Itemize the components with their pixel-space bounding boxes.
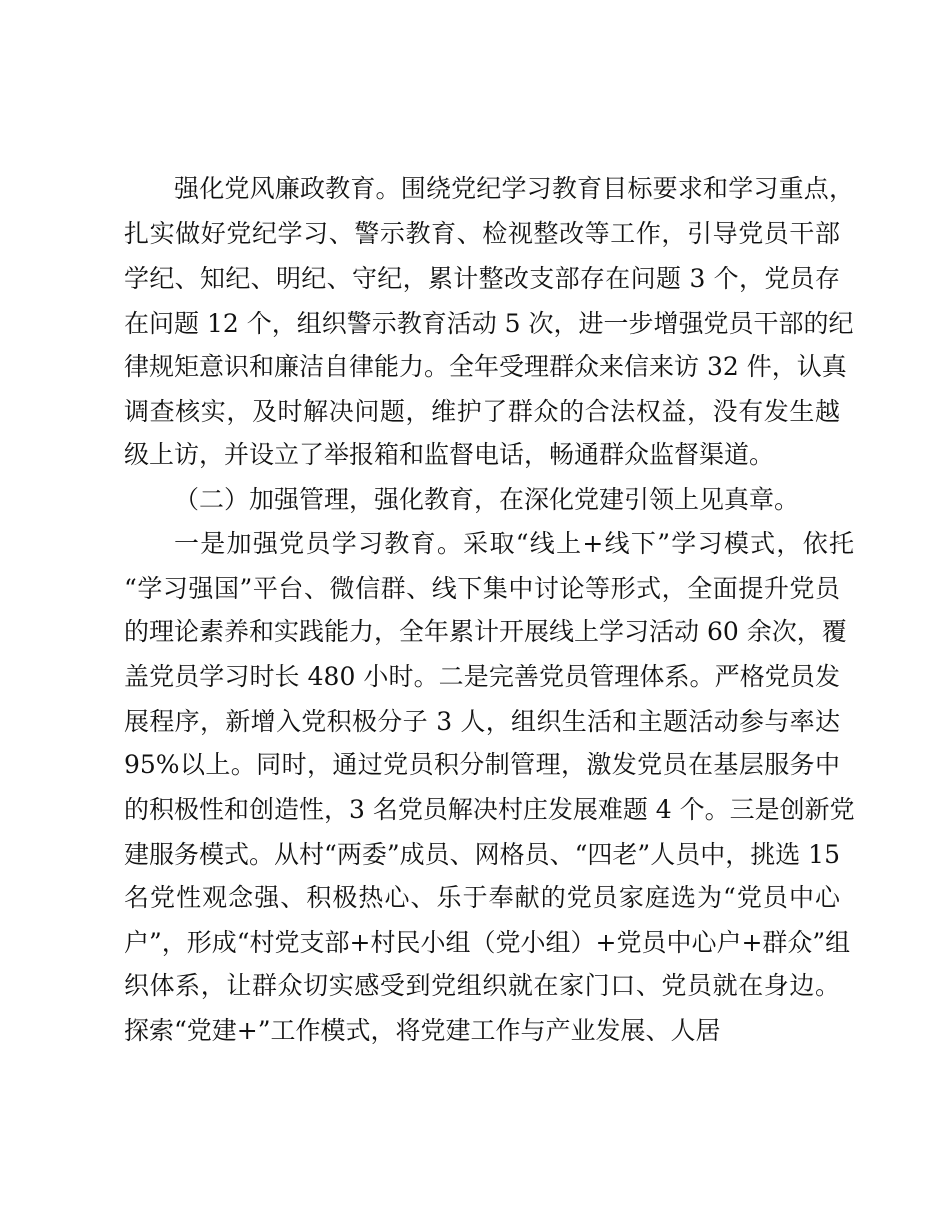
paragraph-line: 律规矩意识和廉洁自律能力。全年受理群众来信来访 32 件，认真	[124, 352, 847, 381]
paragraph-line: 学纪、知纪、明纪、守纪，累计整改支部存在问题 3 个，党员存	[124, 264, 840, 293]
paragraph-line: 探索“党建+”工作模式，将党建工作与产业发展、人居	[124, 1016, 721, 1045]
paragraph-line: 在问题 12 个，组织警示教育活动 5 次，进一步增强党员干部的纪	[124, 309, 854, 338]
paragraph-line: 盖党员学习时长 480 小时。二是完善党员管理体系。严格党员发	[124, 662, 840, 691]
section-heading: （二）加强管理，强化教育，在深化党建引领上见真章。	[174, 485, 800, 514]
paragraph-line: 扎实做好党纪学习、警示教育、检视整改等工作，引导党员干部	[124, 219, 840, 248]
paragraph-line: 织体系，让群众切实感受到党组织就在家门口、党员就在身边。	[124, 971, 840, 1000]
paragraph-line: 的积极性和创造性，3 名党员解决村庄发展难题 4 个。三是创新党	[124, 795, 855, 824]
paragraph-line: 户”，形成“村党支部+村民小组（党小组）+党员中心户+群众”组	[124, 928, 851, 957]
paragraph-line: 展程序，新增入党积极分子 3 人，组织生活和主题活动参与率达	[124, 707, 840, 736]
paragraph-line: “学习强国”平台、微信群、线下集中讨论等形式，全面提升党员	[124, 574, 840, 603]
paragraph-line: 的理论素养和实践能力，全年累计开展线上学习活动 60 余次，覆	[124, 617, 847, 646]
paragraph-line: 强化党风廉政教育。围绕党纪学习教育目标要求和学习重点，	[174, 174, 854, 203]
paragraph-line: 名党性观念强、积极热心、乐于奉献的党员家庭选为“党员中心	[124, 883, 840, 912]
paragraph-line: 一是加强党员学习教育。采取“线上+线下”学习模式，依托	[174, 529, 854, 558]
paragraph-line: 建服务模式。从村“两委”成员、网格员、“四老”人员中，挑选 15	[124, 840, 840, 869]
paragraph-line: 调查核实，及时解决问题，维护了群众的合法权益，没有发生越	[124, 397, 840, 426]
paragraph-line: 95%以上。同时，通过党员积分制管理，激发党员在基层服务中	[124, 750, 840, 779]
paragraph-line: 级上访，并设立了举报箱和监督电话，畅通群众监督渠道。	[124, 440, 775, 469]
